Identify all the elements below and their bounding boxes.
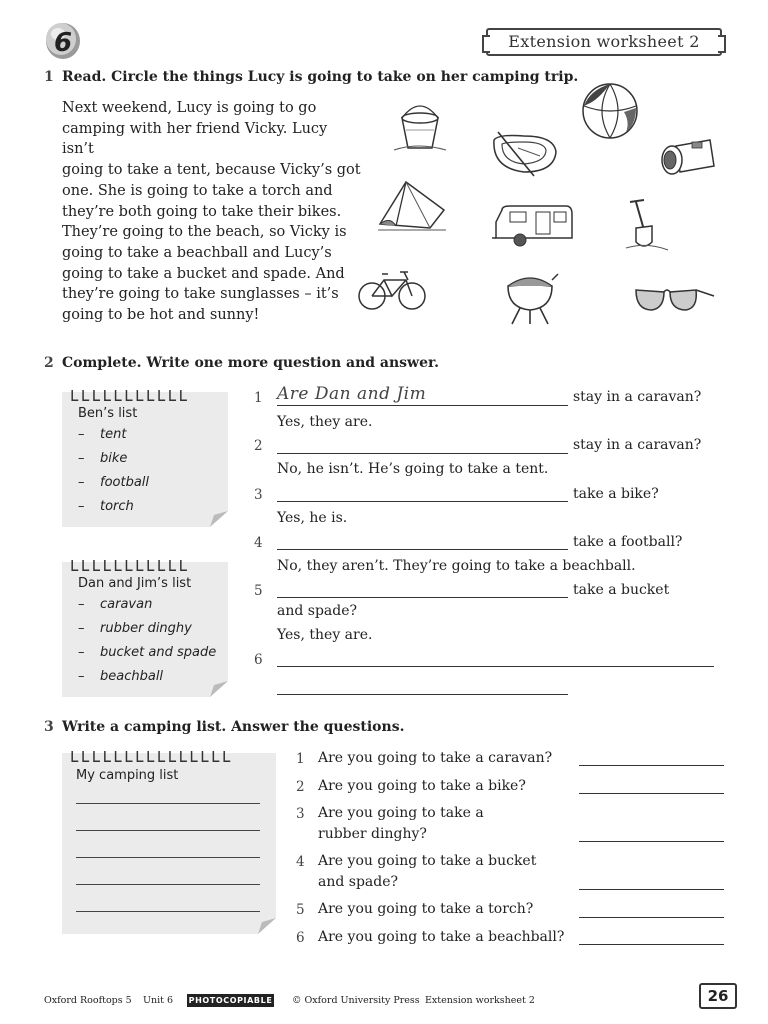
list-item: – bucket and spade [78,645,217,660]
dan-and-jims-list-title: Dan and Jim’s list [78,576,192,591]
answer-line[interactable] [579,889,724,890]
answer-line[interactable] [277,549,568,550]
answer-line[interactable] [579,917,724,918]
question-text-continued: and spade? [318,874,399,890]
question-number: 5 [254,583,263,599]
caravan-icon[interactable] [490,202,576,250]
answer-line[interactable] [277,453,568,454]
page-curl [210,511,228,527]
question-text: Are you going to take a [318,805,484,821]
answer-line[interactable] [579,765,724,766]
notepad-rings: ᒪᒪᒪᒪᒪᒪᒪᒪᒪᒪᒪ [70,387,190,405]
photocopiable-badge: PHOTOCOPIABLE [188,996,273,1005]
answer-line[interactable] [277,597,568,598]
question-text-continued: rubber dinghy? [318,826,427,842]
question-number: 1 [254,390,263,406]
question-ending: take a bucket [573,582,670,598]
bens-list-notepad [62,387,228,527]
page-number: 26 [699,983,737,1009]
footer-copyright: © Oxford University Press [292,995,420,1006]
footer-worksheet: Extension worksheet 2 [425,995,535,1006]
question-ending: take a bike? [573,486,659,502]
question-text: Are you going to take a bucket [318,853,537,869]
question-number: 5 [296,902,305,918]
exercise-1-number: 1 [44,69,54,85]
answer-line[interactable] [277,405,568,406]
page-curl [210,681,228,697]
question-number: 6 [254,652,263,668]
list-write-line[interactable] [76,911,260,912]
exercise-3-heading: Write a camping list. Answer the questions. [62,719,405,735]
answer-text: Yes, he is. [277,510,348,526]
exercise-1-heading: Read. Circle the things Lucy is going to take on her camping trip. [62,69,579,85]
question-number: 6 [296,930,305,946]
list-item: – bike [78,451,128,466]
bucket-icon[interactable] [388,98,450,154]
question-number: 4 [296,854,305,870]
my-camping-list-notepad [62,748,276,934]
unit-badge [44,20,82,60]
question-ending-continued: and spade? [277,603,358,619]
answer-text: Yes, they are. [277,414,373,430]
list-item: – rubber dinghy [78,621,192,636]
list-item: – beachball [78,669,164,684]
question-number: 3 [296,806,305,822]
barbecue-icon[interactable] [500,266,562,328]
exercise-2-heading: Complete. Write one more question and answer. [62,355,439,371]
answer-text: Yes, they are. [277,627,373,643]
list-item: – torch [78,499,134,514]
exercise-2-number: 2 [44,355,54,371]
answer-text: No, he isn’t. He’s going to take a tent. [277,461,549,477]
list-write-line[interactable] [76,803,260,804]
question-ending: take a football? [573,534,683,550]
sunglasses-icon[interactable] [632,282,716,318]
answer-line[interactable] [277,694,568,695]
question-text: Are you going to take a beachball? [318,929,565,945]
worksheet-title: Extension worksheet 2 [486,28,722,56]
story-text: Next weekend, Lucy is going to go camping with her friend Vicky. Lucy isn’t going to take a tent, because Vicky’s got one. She is going to take a torch and they’re both going to take their bikes. They’re going to the beach, so Vicky is going to take a beachball and Lucy’s going to take a bucket and spade. And they’re going to take sunglasses – it’s going to be hot and sunny! [62,100,361,324]
answer-line[interactable] [277,666,714,667]
answer-line[interactable] [579,944,724,945]
notepad-rings: ᒪᒪᒪᒪᒪᒪᒪᒪᒪᒪᒪ [70,557,190,575]
page-curl [258,918,276,934]
question-number: 2 [296,779,305,795]
notepad-rings: ᒪᒪᒪᒪᒪᒪᒪᒪᒪᒪᒪᒪᒪᒪᒪ [70,748,233,766]
answer-line[interactable] [277,501,568,502]
question-text: Are you going to take a bike? [318,778,526,794]
unit-number: 6 [53,28,73,58]
question-text: Are you going to take a torch? [318,901,534,917]
beachball-icon[interactable] [580,82,640,140]
list-write-line[interactable] [76,884,260,885]
question-number: 2 [254,438,263,454]
spade-icon[interactable] [622,198,670,254]
list-write-line[interactable] [76,857,260,858]
exercise-3-number: 3 [44,719,54,735]
question-number: 3 [254,487,263,503]
tent-icon[interactable] [376,176,448,234]
footer-book: Oxford Rooftops 5 [44,995,132,1006]
torch-icon[interactable] [656,136,718,182]
my-camping-list-title: My camping list [76,768,179,783]
question-number: 4 [254,535,263,551]
question-ending: stay in a caravan? [573,389,702,405]
bens-list-title: Ben’s list [78,406,138,421]
answer-line[interactable] [579,793,724,794]
example-answer: Are Dan and Jim [277,384,427,404]
answer-text: No, they aren’t. They’re going to take a beachball. [277,558,636,574]
footer-unit: Unit 6 [143,995,174,1006]
dan-and-jims-list-notepad [62,557,228,697]
question-text: Are you going to take a caravan? [318,750,553,766]
question-number: 1 [296,751,305,767]
question-ending: stay in a caravan? [573,437,702,453]
list-write-line[interactable] [76,830,260,831]
list-item: – tent [78,427,127,442]
bike-icon[interactable] [356,262,428,314]
answer-line[interactable] [579,841,724,842]
list-item: – football [78,475,150,490]
list-item: – caravan [78,597,153,612]
rubber-dinghy-icon[interactable] [488,128,562,178]
